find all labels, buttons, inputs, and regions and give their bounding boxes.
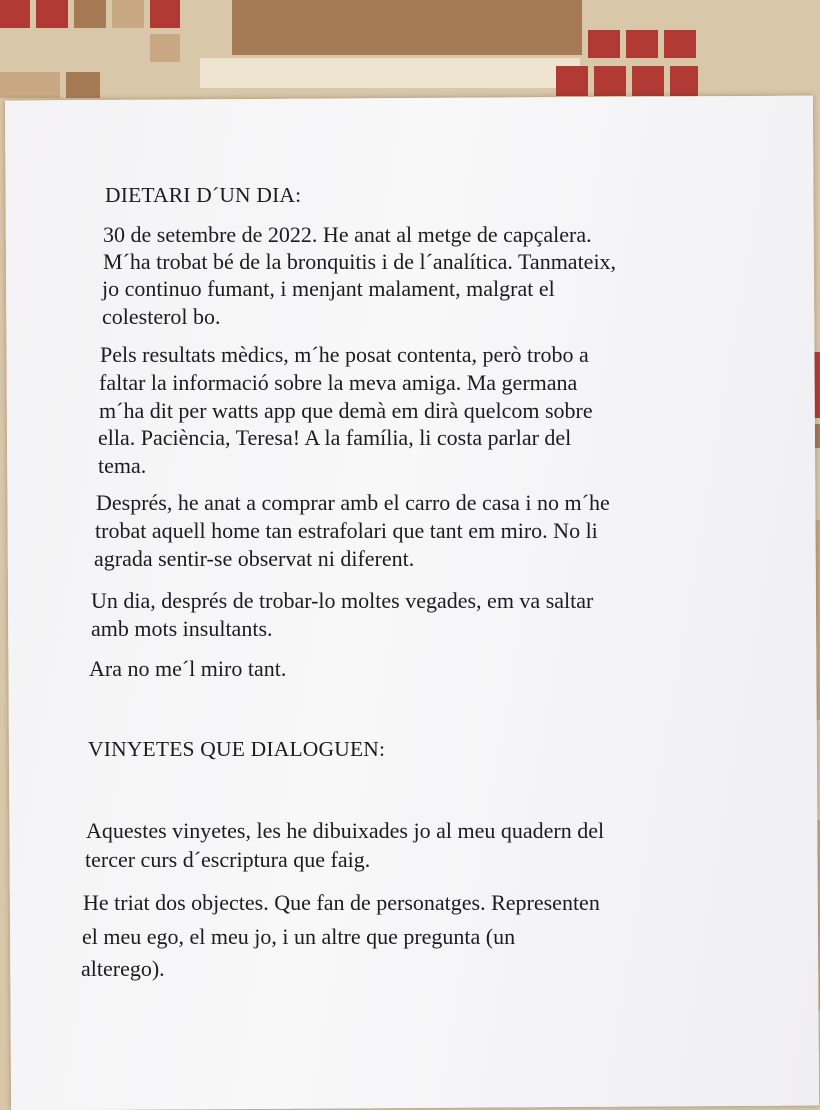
paragraph-line: tercer curs d´escriptura que faig. <box>85 847 371 872</box>
paragraph-line: M´ha trobat bé de la bronquitis i de l´analítica. Tanmateix, <box>103 249 617 274</box>
paragraph-line: agrada sentir-se observat ni diferent. <box>94 546 415 571</box>
paragraph-line: Aquestes vinyetes, les he dibuixades jo al meu quadern del <box>86 818 605 843</box>
paragraph-line: alterego). <box>81 956 165 981</box>
paragraph-line: amb mots insultants. <box>91 616 273 641</box>
tablecloth-square <box>0 72 60 98</box>
paragraph-line: colesterol bo. <box>102 304 221 329</box>
paragraph-line: Després, he anat a comprar amb el carro de casa i no m´he <box>96 490 610 515</box>
paragraph-line: ella. Paciència, Teresa! A la família, li costa parlar del <box>98 425 572 450</box>
tablecloth-square <box>632 66 664 96</box>
paragraph-line: faltar la informació sobre la meva amiga. Ma germana <box>99 370 578 395</box>
tablecloth-square <box>670 66 698 96</box>
heading-dietari: DIETARI D´UN DIA: <box>105 183 302 207</box>
paragraph-line: trobat aquell home tan estrafolari que tant em miro. No li <box>95 518 598 543</box>
tablecloth-square <box>112 0 144 28</box>
tablecloth-square <box>588 30 620 58</box>
tablecloth-square <box>74 0 106 28</box>
tablecloth-square <box>0 0 30 28</box>
paragraph-line: 30 de setembre de 2022. He anat al metge de capçalera. <box>103 222 592 247</box>
paragraph-line: tema. <box>98 453 147 478</box>
tablecloth-square <box>150 0 180 28</box>
tablecloth-square <box>66 72 100 98</box>
tablecloth-square <box>626 30 658 58</box>
paragraph-line: Pels resultats mèdics, m´he posat contenta, però trobo a <box>100 342 589 367</box>
tablecloth-square <box>36 0 68 28</box>
tablecloth-square <box>556 66 588 96</box>
tablecloth-stripe <box>200 58 580 88</box>
tablecloth-square <box>150 34 180 62</box>
tablecloth-square <box>664 30 696 58</box>
heading-vinyetes: VINYETES QUE DIALOGUEN: <box>88 737 386 761</box>
tablecloth-stripe <box>232 0 582 55</box>
paragraph-line: Ara no me´l miro tant. <box>89 656 287 681</box>
paragraph-line: m´ha dit per watts app que demà em dirà quelcom sobre <box>99 398 593 423</box>
tablecloth-square <box>594 66 626 96</box>
paragraph-line: He triat dos objectes. Que fan de personatges. Representen <box>83 890 600 915</box>
paragraph-line: jo continuo fumant, i menjant malament, malgrat el <box>102 276 555 301</box>
paragraph-line: Un dia, després de trobar-lo moltes vegades, em va saltar <box>91 588 594 613</box>
paragraph-line: el meu ego, el meu jo, i un altre que pregunta (un <box>82 924 516 949</box>
